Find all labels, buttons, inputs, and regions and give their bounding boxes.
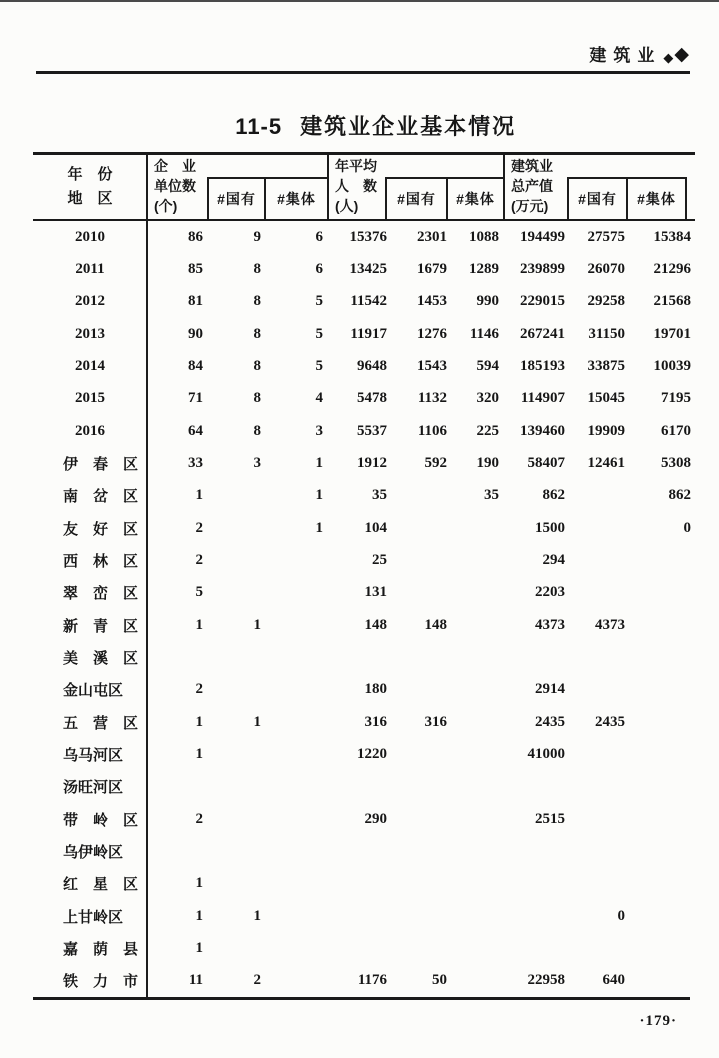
header-line: (人): [335, 197, 359, 214]
header-subgroup-enterprises: [207, 177, 327, 219]
cell-value: 1: [195, 907, 203, 924]
cell-value: 1276: [417, 325, 447, 342]
table-row: [33, 318, 695, 350]
cell-value: 2: [195, 519, 203, 536]
table-row: [33, 803, 695, 835]
row-label: 乌伊岭区: [63, 843, 124, 861]
cell-value: 41000: [527, 745, 565, 762]
table-row: [33, 415, 695, 447]
scan-edge-artifact: [0, 0, 719, 2]
cell-value: 11: [188, 972, 203, 989]
cell-value: 31150: [588, 325, 625, 342]
cell-value: 58407: [527, 454, 565, 471]
table-row: [33, 674, 695, 706]
header-line: 总产值: [511, 178, 553, 195]
table-body: [33, 221, 695, 997]
cell-value: 1: [253, 907, 261, 924]
cell-value: 35: [484, 487, 499, 504]
cell-value: 29258: [587, 293, 625, 310]
cell-value: 1: [253, 713, 261, 730]
cell-value: 1: [195, 713, 203, 730]
row-label: 伊 春 区: [63, 455, 139, 473]
cell-value: 640: [602, 972, 625, 989]
cell-value: 1912: [357, 454, 387, 471]
cell-value: 0: [683, 519, 691, 536]
cell-value: 114907: [520, 390, 565, 407]
row-label: 西 林 区: [63, 552, 139, 570]
row-label: 铁 力 市: [63, 973, 139, 991]
cell-value: 1106: [417, 422, 447, 439]
header-line: 建筑业: [511, 158, 553, 175]
cell-value: 1543: [417, 357, 447, 374]
header-year-label: 年 份: [67, 166, 113, 183]
cell-value: 862: [668, 487, 691, 504]
row-label: 乌马河区: [63, 746, 124, 764]
cell-value: 11542: [350, 293, 387, 310]
cell-value: 139460: [520, 422, 565, 439]
cell-value: 3: [253, 454, 261, 471]
cell-value: 2203: [535, 584, 565, 601]
row-label: 2012: [75, 293, 105, 310]
header-collective: #集体: [277, 191, 316, 207]
cell-value: 84: [188, 357, 203, 374]
table-row: [33, 641, 695, 673]
cell-value: 3: [315, 422, 323, 439]
header-line: (个): [154, 197, 178, 214]
table-header: [33, 152, 695, 221]
cell-value: 7195: [661, 390, 691, 407]
table-row: [33, 512, 695, 544]
cell-value: 5: [315, 293, 323, 310]
table-column-divider: [146, 152, 148, 997]
cell-value: 8: [253, 260, 261, 277]
header-average-persons: [327, 155, 385, 219]
table-row: [33, 350, 695, 382]
row-label: 美 溪 区: [63, 649, 139, 667]
cell-value: 1: [195, 487, 203, 504]
row-label: 2011: [75, 260, 105, 277]
cell-value: 1: [195, 745, 203, 762]
cell-value: 592: [424, 454, 447, 471]
cell-value: 225: [476, 422, 499, 439]
cell-value: 6: [315, 228, 323, 245]
cell-value: 19909: [587, 422, 625, 439]
header-collective: #集体: [456, 191, 495, 207]
cell-value: 8: [253, 293, 261, 310]
row-label: 友 好 区: [63, 520, 139, 538]
cell-value: 4373: [595, 616, 625, 633]
header-line: 年平均: [335, 158, 377, 175]
row-label: 翠 峦 区: [63, 585, 139, 603]
cell-value: 2435: [535, 713, 565, 730]
cell-value: 33: [188, 454, 203, 471]
header-enterprise-units: [147, 155, 207, 219]
cell-value: 2: [195, 681, 203, 698]
diamond-icon: ◆: [663, 50, 674, 65]
cell-value: 5537: [357, 422, 387, 439]
table-row: [33, 221, 695, 253]
cell-value: 6170: [661, 422, 691, 439]
table-row: [33, 868, 695, 900]
cell-value: 64: [188, 422, 203, 439]
cell-value: 50: [432, 972, 447, 989]
cell-value: 1: [315, 519, 323, 536]
cell-value: 104: [364, 519, 387, 536]
row-label: 2010: [75, 228, 105, 245]
cell-value: 12461: [587, 454, 625, 471]
cell-value: 33875: [587, 357, 625, 374]
row-label: 带 岭 区: [63, 811, 139, 829]
cell-value: 5: [195, 584, 203, 601]
cell-value: 27575: [587, 228, 625, 245]
cell-value: 6: [315, 260, 323, 277]
cell-value: 1289: [469, 260, 499, 277]
cell-value: 185193: [520, 357, 565, 374]
running-head: [589, 45, 689, 64]
table-row: [33, 738, 695, 770]
header-subgroup-output: [567, 177, 687, 219]
cell-value: 1: [195, 939, 203, 956]
cell-value: 2515: [535, 810, 565, 827]
table-row: [33, 447, 695, 479]
cell-value: 2301: [417, 228, 447, 245]
cell-value: 594: [476, 357, 499, 374]
cell-value: 2: [195, 810, 203, 827]
header-region-label: 地 区: [67, 190, 113, 207]
table-bottom-rule: [33, 997, 690, 1000]
header-gross-output: [503, 155, 567, 219]
table-row: [33, 286, 695, 318]
table-row: [33, 706, 695, 738]
cell-value: 316: [424, 713, 447, 730]
row-label: 南 岔 区: [63, 488, 139, 506]
row-label: 金山屯区: [63, 682, 124, 700]
cell-value: 13425: [349, 260, 387, 277]
cell-value: 1146: [469, 325, 499, 342]
cell-value: 8: [253, 325, 261, 342]
cell-value: 1132: [417, 390, 447, 407]
header-line: (万元): [511, 197, 549, 214]
row-label: 2015: [75, 390, 105, 407]
cell-value: 19701: [653, 325, 691, 342]
cell-value: 1: [253, 616, 261, 633]
cell-value: 131: [364, 584, 387, 601]
cell-value: 294: [542, 551, 565, 568]
cell-value: 2: [253, 972, 261, 989]
row-label: 2016: [75, 422, 105, 439]
cell-value: 148: [424, 616, 447, 633]
table-row: [33, 609, 695, 641]
table-row: [33, 383, 695, 415]
row-label: 上甘岭区: [63, 908, 124, 926]
cell-value: 15384: [653, 228, 691, 245]
cell-value: 21296: [653, 260, 691, 277]
cell-value: 86: [188, 228, 203, 245]
running-head-rule: [36, 71, 690, 74]
row-label: 嘉 荫 县: [63, 940, 139, 958]
cell-value: 5478: [357, 390, 387, 407]
cell-value: 0: [617, 907, 625, 924]
cell-value: 5: [315, 325, 323, 342]
table-row: [33, 932, 695, 964]
cell-value: 1: [195, 875, 203, 892]
cell-value: 81: [188, 293, 203, 310]
header-state-owned: #国有: [387, 179, 448, 219]
row-label: 2014: [75, 357, 105, 374]
cell-value: 35: [372, 487, 387, 504]
cell-value: 4: [315, 390, 323, 407]
cell-value: 190: [476, 454, 499, 471]
table-row: [33, 900, 695, 932]
running-head-label: 建筑业: [589, 46, 662, 65]
row-label: 五 营 区: [63, 714, 139, 732]
cell-value: 194499: [520, 228, 565, 245]
diamond-icon: ◆: [674, 44, 689, 65]
cell-value: 1: [315, 487, 323, 504]
cell-value: 1679: [417, 260, 447, 277]
row-label: 红 星 区: [63, 876, 139, 894]
cell-value: 1088: [469, 228, 499, 245]
cell-value: 2914: [535, 681, 565, 698]
cell-value: 26070: [587, 260, 625, 277]
header-line: 企 业: [154, 158, 196, 175]
cell-value: 90: [188, 325, 203, 342]
header-line: 单位数: [154, 178, 196, 195]
cell-value: 9648: [357, 357, 387, 374]
cell-value: 11917: [350, 325, 387, 342]
cell-value: 2: [195, 551, 203, 568]
cell-value: 267241: [520, 325, 565, 342]
table-number: 11-5: [235, 114, 283, 139]
header-state-owned: #国有: [209, 179, 266, 219]
header-collective: #集体: [637, 191, 676, 207]
table-row: [33, 577, 695, 609]
cell-value: 1: [315, 454, 323, 471]
cell-value: 15045: [587, 390, 625, 407]
row-label: 汤旺河区: [63, 779, 124, 797]
cell-value: 5308: [661, 454, 691, 471]
row-label: 新 青 区: [63, 617, 139, 635]
header-year-region: [33, 155, 147, 219]
cell-value: 990: [476, 293, 499, 310]
cell-value: 1176: [357, 972, 387, 989]
cell-value: 1220: [357, 745, 387, 762]
statistics-table: [33, 152, 695, 1000]
table-row: [33, 480, 695, 512]
cell-value: 9: [253, 228, 261, 245]
cell-value: 229015: [520, 293, 565, 310]
table-row: [33, 544, 695, 576]
table-row: [33, 835, 695, 867]
cell-value: 290: [364, 810, 387, 827]
cell-value: 85: [188, 260, 203, 277]
page-number: ·179·: [639, 1013, 677, 1029]
header-state-owned: #国有: [569, 179, 628, 219]
row-label: 2013: [75, 325, 105, 342]
cell-value: 316: [364, 713, 387, 730]
cell-value: 15376: [349, 228, 387, 245]
cell-value: 10039: [653, 357, 691, 374]
header-subgroup-persons: [385, 177, 503, 219]
cell-value: 239899: [520, 260, 565, 277]
header-line: 人 数: [335, 178, 377, 195]
cell-value: 862: [542, 487, 565, 504]
cell-value: 1500: [535, 519, 565, 536]
cell-value: 25: [372, 551, 387, 568]
table-title-text: 建筑业企业基本情况: [300, 114, 517, 139]
cell-value: 1453: [417, 293, 447, 310]
cell-value: 148: [364, 616, 387, 633]
cell-value: 320: [476, 390, 499, 407]
cell-value: 22958: [527, 972, 565, 989]
table-row: [33, 253, 695, 285]
cell-value: 8: [253, 357, 261, 374]
cell-value: 1: [195, 616, 203, 633]
cell-value: 180: [364, 681, 387, 698]
cell-value: 2435: [595, 713, 625, 730]
cell-value: 71: [188, 390, 203, 407]
cell-value: 8: [253, 390, 261, 407]
cell-value: 5: [315, 357, 323, 374]
table-row: [33, 965, 695, 997]
table-row: [33, 771, 695, 803]
cell-value: 4373: [535, 616, 565, 633]
cell-value: 21568: [653, 293, 691, 310]
cell-value: 8: [253, 422, 261, 439]
